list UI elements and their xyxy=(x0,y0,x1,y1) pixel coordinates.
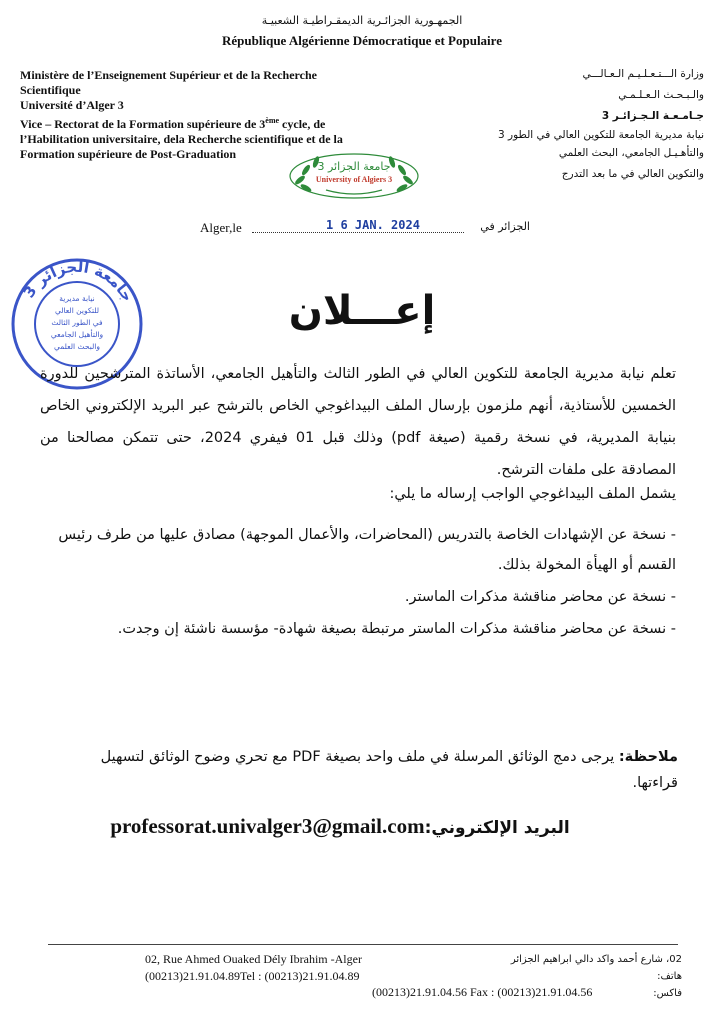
right-header-line: والتكوين العالي في ما بعد التدرج xyxy=(561,168,704,180)
note-text: يرجى دمج الوثائق المرسلة في ملف واحد بصيغة PDF مع تحري وضوح الوثائق لتسهيل قراءتها. xyxy=(100,749,678,791)
stamp-ring-text: جامعة الجزائر 3 xyxy=(19,257,137,305)
cycle-superscript: ème xyxy=(265,116,280,125)
date-stamp: 1 6 JAN. 2024 xyxy=(326,218,420,232)
right-header-block xyxy=(414,64,704,185)
date-label-french: Alger,le xyxy=(200,220,242,235)
list-intro: يشمل الملف البيداغوجي الواجب إرساله ما يلي: xyxy=(389,486,676,502)
date-row xyxy=(200,218,530,240)
list-item: - نسخة عن الإشهادات الخاصة بالتدريس (المحاضرات، والأعمال الموجهة) مصادق عليها من طرف رئيس القسم أو الهيأة المخولة بذلك. xyxy=(58,527,676,573)
header-french-republic: République Algérienne Démocratique et Populaire xyxy=(222,33,502,48)
right-header-line: وزارة الـــتـعـلـيـم الـعـالـــي xyxy=(582,68,704,80)
stamp-center-line: والبحث العلمي xyxy=(54,342,100,351)
stamp-center-line: للتكوين العالي xyxy=(54,306,100,315)
footer-fax-french: (00213)21.91.04.56 Fax : (00213)21.91.04.56 xyxy=(372,985,593,999)
right-header-line: والـبـحـث الـعـلـمـي xyxy=(618,89,704,101)
left-header-line: l’Habilitation universitaire, dela Recherche scientifique et de la xyxy=(20,132,343,146)
stamp-center-line: والتأهيل الجامعي xyxy=(50,330,104,339)
stamp-center-line: في الطور الثالث xyxy=(51,318,103,327)
logo-arabic-text: جامعة الجزائر 3 xyxy=(317,160,391,173)
email-label: البريد الإلكتروني: xyxy=(424,818,570,838)
university-logo xyxy=(286,150,422,202)
body-paragraph: تعلم نيابة مديرية الجامعة للتكوين العالي في الطور الثالث والتأهيل الجامعي، الأساتذة المترشحين للدورة الخمسين للأستاذية، أنهم ملزمون بإرسال الملف البيداغوجي الخاص بالترشح عبر البريد الإلكتروني الخاص بنيابة المديرية، في نسخة رقمية (صيغة pdf) وذلك قبل 01 فيفري 2024، حتى تتمكن مصالحنا من المصادقة على ملفات الترشح. xyxy=(40,366,677,478)
requirements-list xyxy=(40,520,676,646)
logo-english-text: University of Algiers 3 xyxy=(315,175,393,184)
stamp-center-line: نيابة مديرية xyxy=(59,294,95,303)
date-label-arabic: الجزائر في xyxy=(480,220,530,233)
footer-address-arabic: 02، شارع أحمد واكد دالي ابراهيم الجزائر xyxy=(510,954,682,965)
vice-rectorat-prefix: Vice – Rectorat de la Formation supérieure de 3 xyxy=(20,117,266,131)
footer-tel-french: (00213)21.91.04.89Tel : (00213)21.91.04.89 xyxy=(145,969,360,983)
right-header-line: والتأهـيـل الجامعي، البحث العلمي xyxy=(558,147,704,159)
note-block xyxy=(60,744,678,796)
announcement-body xyxy=(40,358,676,486)
footer-divider xyxy=(48,944,678,945)
right-header-line: نيابة مديرية الجامعة للتكوين العالي في الطور 3 xyxy=(497,129,704,141)
left-header-line: Ministère de l’Enseignement Supérieur et de la Recherche xyxy=(20,68,317,82)
list-item: - نسخة عن محاضر مناقشة مذكرات الماستر مرتبطة بصيغة شهادة- مؤسسة ناشئة إن وجدت. xyxy=(117,621,676,637)
left-header-line xyxy=(20,113,390,132)
left-header-block xyxy=(20,68,390,162)
footer-arabic xyxy=(382,951,682,1002)
announcement-title: إعـــلان xyxy=(288,288,436,334)
left-header-line: Scientifique xyxy=(20,83,81,97)
email-line xyxy=(60,814,620,839)
vice-rectorat-suffix: cycle, de xyxy=(279,117,326,131)
list-item: - نسخة عن محاضر مناقشة مذكرات الماستر. xyxy=(404,589,676,605)
left-header-line: Formation supérieure de Post-Graduation xyxy=(20,147,237,161)
footer-address-french: 02, Rue Ahmed Ouaked Dély Ibrahim -Alger xyxy=(145,952,362,966)
email-address[interactable]: professorat.univalger3@gmail.com xyxy=(110,814,425,838)
left-header-line: Université d’Alger 3 xyxy=(20,98,124,112)
footer-tel-arabic: هاتف: xyxy=(657,971,682,982)
header-arabic-republic: الجمهـورية الجزائـرية الديمقـراطيـة الشعبيـة xyxy=(261,14,463,27)
right-header-line: جـامـعـة الـجـزائـر 3 xyxy=(601,110,704,122)
note-label: ملاحظة: xyxy=(618,749,678,765)
footer-fax-arabic: فاكس: xyxy=(653,988,682,999)
